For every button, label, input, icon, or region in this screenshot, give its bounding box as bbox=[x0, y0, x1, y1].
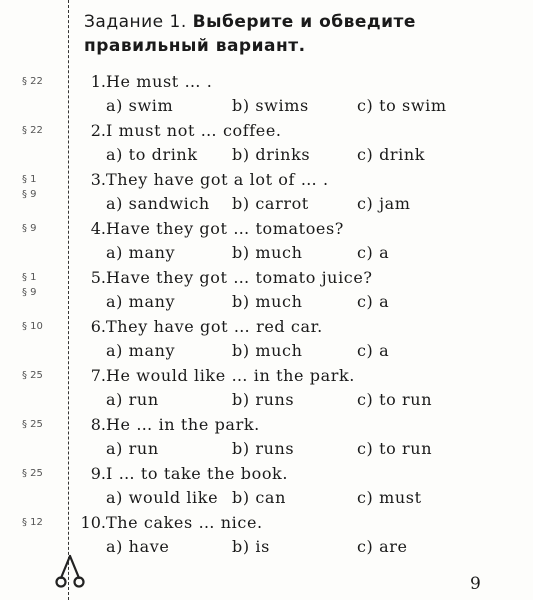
option-a[interactable]: a) run bbox=[106, 439, 159, 458]
section-ref: § 1 bbox=[22, 272, 37, 283]
option-c[interactable]: c) are bbox=[357, 537, 408, 556]
option-a[interactable]: a) swim bbox=[106, 96, 174, 115]
item-number: 4. bbox=[90, 219, 106, 238]
option-b[interactable]: b) runs bbox=[232, 390, 295, 409]
option-b[interactable]: b) much bbox=[232, 292, 303, 311]
item-number: 5. bbox=[90, 268, 106, 287]
item-number: 6. bbox=[90, 317, 106, 336]
section-ref: § 9 bbox=[22, 189, 37, 200]
option-c[interactable]: c) a bbox=[357, 243, 390, 262]
option-b[interactable]: b) drinks bbox=[232, 145, 311, 164]
option-a[interactable]: a) sandwich bbox=[106, 194, 210, 213]
option-c[interactable]: c) to run bbox=[357, 390, 433, 409]
section-ref: § 1 bbox=[22, 174, 37, 185]
option-c[interactable]: c) a bbox=[357, 341, 390, 360]
section-ref: § 12 bbox=[22, 517, 43, 528]
exercise-item bbox=[0, 170, 533, 218]
exercise-item bbox=[0, 268, 533, 316]
option-a[interactable]: a) would like bbox=[106, 488, 219, 507]
section-ref: § 9 bbox=[22, 223, 37, 234]
section-ref: § 22 bbox=[22, 125, 43, 136]
option-b[interactable]: b) is bbox=[232, 537, 270, 556]
section-ref: § 25 bbox=[22, 468, 43, 479]
exercise-item bbox=[0, 366, 533, 414]
option-a[interactable]: a) to drink bbox=[106, 145, 198, 164]
exercise-item bbox=[0, 219, 533, 267]
question-text: He … in the park. bbox=[106, 415, 260, 434]
option-b[interactable]: b) much bbox=[232, 243, 303, 262]
option-c[interactable]: c) jam bbox=[357, 194, 411, 213]
page-number: 9 bbox=[470, 574, 481, 594]
question-text: I must not … coffee. bbox=[106, 121, 282, 140]
option-a[interactable]: a) many bbox=[106, 341, 176, 360]
section-ref: § 25 bbox=[22, 419, 43, 430]
option-a[interactable]: a) many bbox=[106, 292, 176, 311]
question-text: Have they got … tomatoes? bbox=[106, 219, 344, 238]
question-text: The cakes … nice. bbox=[106, 513, 263, 532]
item-number: 9. bbox=[90, 464, 106, 483]
exercise-item bbox=[0, 72, 533, 120]
exercise-item bbox=[0, 317, 533, 365]
exercise-item bbox=[0, 464, 533, 512]
option-a[interactable]: a) many bbox=[106, 243, 176, 262]
option-a[interactable]: a) run bbox=[106, 390, 159, 409]
item-number: 2. bbox=[90, 121, 106, 140]
option-c[interactable]: c) drink bbox=[357, 145, 426, 164]
question-text: They have got … red car. bbox=[106, 317, 323, 336]
item-number: 10. bbox=[80, 513, 106, 532]
option-b[interactable]: b) much bbox=[232, 341, 303, 360]
section-ref: § 10 bbox=[22, 321, 43, 332]
task-title bbox=[84, 10, 524, 58]
item-number: 3. bbox=[90, 170, 106, 189]
question-text: He would like … in the park. bbox=[106, 366, 355, 385]
option-b[interactable]: b) runs bbox=[232, 439, 295, 458]
exercise-item bbox=[0, 415, 533, 463]
option-b[interactable]: b) can bbox=[232, 488, 286, 507]
section-ref: § 22 bbox=[22, 76, 43, 87]
exercise-item bbox=[0, 121, 533, 169]
question-text: I … to take the book. bbox=[106, 464, 289, 483]
option-b[interactable]: b) swims bbox=[232, 96, 309, 115]
option-c[interactable]: c) to run bbox=[357, 439, 433, 458]
option-c[interactable]: c) must bbox=[357, 488, 422, 507]
section-ref: § 25 bbox=[22, 370, 43, 381]
task-instruction: Выберите и обведите правильный вариант. bbox=[84, 12, 416, 56]
item-number: 1. bbox=[90, 72, 106, 91]
question-text: Have they got … tomato juice? bbox=[106, 268, 373, 287]
task-label: Задание 1. bbox=[84, 12, 187, 32]
option-a[interactable]: a) have bbox=[106, 537, 170, 556]
option-c[interactable]: c) a bbox=[357, 292, 390, 311]
item-number: 8. bbox=[90, 415, 106, 434]
section-ref: § 9 bbox=[22, 287, 37, 298]
item-number: 7. bbox=[90, 366, 106, 385]
question-text: They have got a lot of … . bbox=[106, 170, 329, 189]
option-b[interactable]: b) carrot bbox=[232, 194, 309, 213]
scissors-icon bbox=[53, 554, 87, 590]
question-text: He must … . bbox=[106, 72, 213, 91]
option-c[interactable]: c) to swim bbox=[357, 96, 447, 115]
